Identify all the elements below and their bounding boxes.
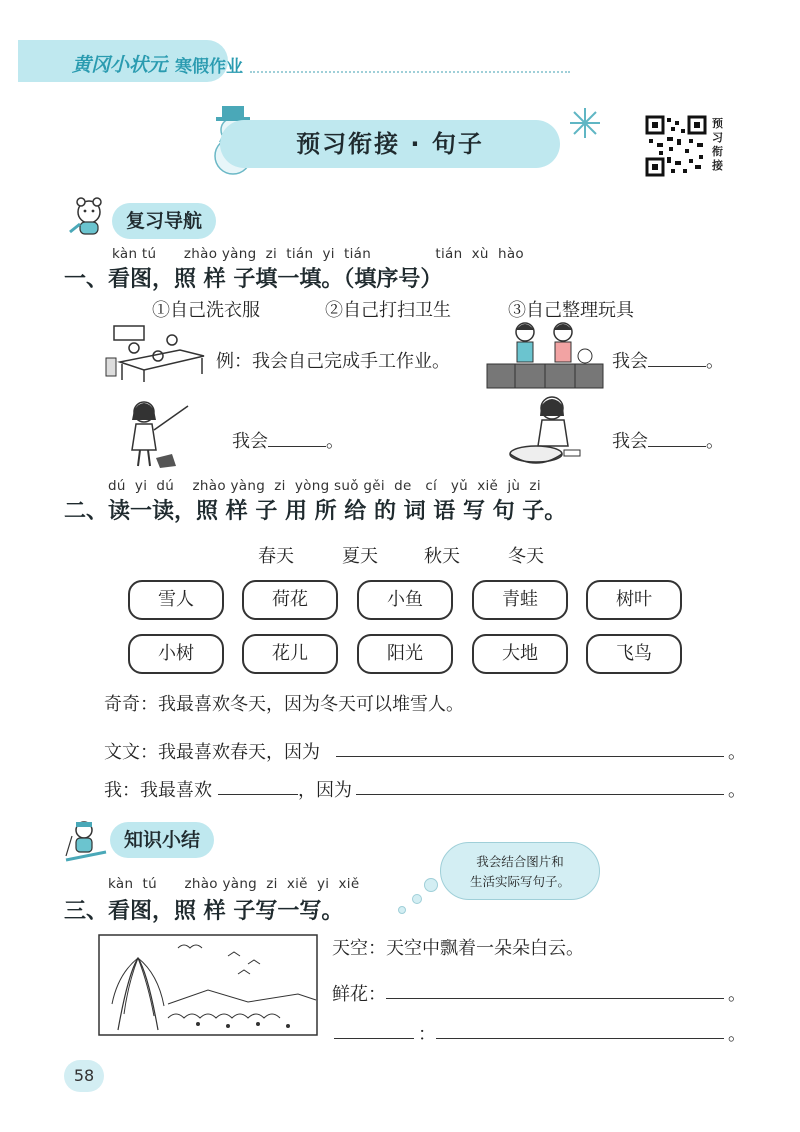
q3-example: 天空：天空中飘着一朵朵白云。 xyxy=(332,938,584,959)
answer-line[interactable] xyxy=(386,998,724,999)
q1-example: 例：我会自己完成手工作业。 xyxy=(216,351,450,372)
qr-label: 预习衔接 xyxy=(712,117,723,172)
q1-blank-row1-right: 我会 。 xyxy=(612,347,724,373)
word-card: 青蛙 xyxy=(472,580,568,620)
bear-mascot-icon xyxy=(66,192,112,238)
page-number: 58 xyxy=(64,1060,104,1092)
season-winter: 冬天 xyxy=(508,546,544,567)
q2-example: 奇奇：我最喜欢冬天，因为冬天可以堆雪人。 xyxy=(104,694,464,715)
season-summer: 夏天 xyxy=(342,546,378,567)
snowflake-icon xyxy=(568,106,602,140)
q1-option-1: ①自己洗衣服 xyxy=(152,300,260,321)
word-card: 阳光 xyxy=(357,634,453,674)
answer-line[interactable] xyxy=(218,794,298,795)
word-card: 雪人 xyxy=(128,580,224,620)
q2-pinyin: dú yi dú zhào yàng zi yòng suǒ gěi de cí yǔ xiě jù zi xyxy=(108,478,541,494)
girl-sweeping-illustration xyxy=(118,398,198,472)
bubble-dot xyxy=(424,878,438,892)
brand-logo: 黄冈小状元 xyxy=(72,54,168,76)
answer-line[interactable] xyxy=(356,794,724,795)
girl-washing-illustration xyxy=(506,392,584,472)
bubble-dot xyxy=(412,894,422,904)
word-card: 荷花 xyxy=(242,580,338,620)
q3-line2-end: 。 xyxy=(728,1024,746,1045)
series-title: 寒假作业 xyxy=(175,57,243,77)
word-card: 花儿 xyxy=(242,634,338,674)
q3-line2-colon: ： xyxy=(418,1024,436,1045)
tip-line-1: 我会结合图片和 xyxy=(476,854,564,869)
word-card: 小鱼 xyxy=(357,580,453,620)
skier-mascot-icon xyxy=(62,816,110,864)
answer-line[interactable] xyxy=(334,1038,414,1039)
q2-line1-label: 文文：我最喜欢春天，因为 xyxy=(104,742,320,763)
q2-line1-end: 。 xyxy=(728,742,746,763)
answer-line[interactable] xyxy=(436,1038,724,1039)
page-title: 预习衔接 · 句子 xyxy=(296,130,484,158)
q1-pinyin: kàn tú zhào yàng zi tián yi tián tián xù hào xyxy=(112,246,524,262)
season-autumn: 秋天 xyxy=(424,546,460,567)
header-divider xyxy=(250,71,570,73)
season-spring: 春天 xyxy=(258,546,294,567)
kids-toys-illustration xyxy=(485,318,605,392)
review-nav-badge: 复习导航 xyxy=(112,203,216,239)
q2-heading: 二、读一读，照 样 子 用 所 给 的 词 语 写 句 子。 xyxy=(64,499,567,524)
tip-line-2: 生活实际写句子。 xyxy=(469,874,570,889)
qr-code[interactable] xyxy=(645,115,707,177)
word-card: 树叶 xyxy=(586,580,682,620)
word-card: 大地 xyxy=(472,634,568,674)
word-card: 飞鸟 xyxy=(586,634,682,674)
q2-line2-because: ，因为 xyxy=(298,780,352,801)
q1-option-2: ②自己打扫卫生 xyxy=(325,300,451,321)
bubble-dot xyxy=(398,906,406,914)
q3-line1-end: 。 xyxy=(728,984,746,1005)
knowledge-summary-badge: 知识小结 xyxy=(110,822,214,858)
q3-heading: 三、看图，照 样 子写一写。 xyxy=(64,899,344,924)
q3-line1-label: 鲜花： xyxy=(332,984,386,1005)
answer-line[interactable] xyxy=(336,756,724,757)
landscape-illustration xyxy=(98,934,318,1036)
q1-option-3: ③自己整理玩具 xyxy=(508,300,634,321)
q3-pinyin: kàn tú zhào yàng zi xiě yi xiě xyxy=(108,876,360,892)
kids-crafting-illustration xyxy=(100,322,210,384)
word-card: 小树 xyxy=(128,634,224,674)
q2-line2-label: 我：我最喜欢 xyxy=(104,780,212,801)
q1-blank-row2-right: 我会 。 xyxy=(612,427,724,453)
q1-blank-row2-left: 我会 。 xyxy=(232,427,344,453)
q2-line2-end: 。 xyxy=(728,780,746,801)
tip-bubble xyxy=(440,842,600,900)
q1-heading: 一、看图，照 样 子填一填。（填序号） xyxy=(64,267,443,292)
